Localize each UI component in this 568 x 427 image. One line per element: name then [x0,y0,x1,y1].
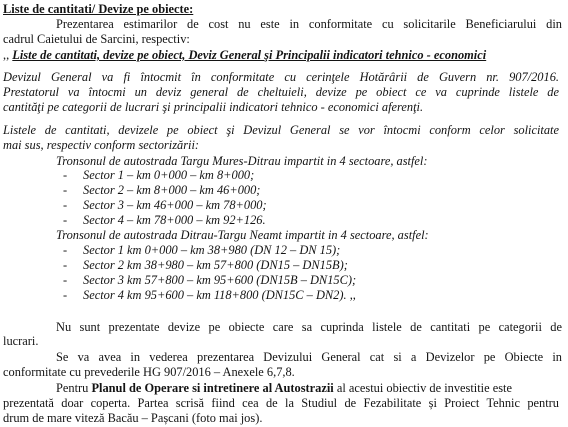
quote-paragraph-2-line-1: Listele de cantitati, devizele pe obiect şi Devizul General se vor întocmi conform celor solicitate [3,123,559,137]
dash-bullet: - [63,168,68,182]
sector-text: Sector 2 – km 8+000 – km 46+000; [83,183,261,197]
sector-text: Sector 2 km 38+980 – km 57+800 (DN15 – DN15B); [83,258,348,272]
tronson-2-title: Tronsonul de autostrada Ditrau-Targu Neamt impartit in 4 sectoare, astfel: [56,228,429,242]
list-item [63,183,260,197]
sector-text: Sector 3 km 57+800 – km 95+600 (DN15B – DN15C); [83,273,357,287]
quoted-heading-text: Liste de cantitati, devize pe obiect, Deviz General şi Principalii indicatori tehnico - economici [12,48,487,62]
sector-text: Sector 1 – km 0+000 – km 8+000; [83,168,255,182]
list-item [63,243,340,257]
quote-paragraph-2-line-2: mai sus, respectiv conform sectorizării: [3,138,200,152]
paragraph-5-tail: al acestui obiectiv de investitie este [333,381,512,395]
paragraph-4-line-2: conformitate cu prevederile HG 907/2016 – Anexele 6,7,8. [3,365,295,379]
dash-bullet: - [63,183,68,197]
paragraph-4-line-1: Se va avea in vederea prezentarea Devizului General cat si a Devizelor pe Obiecte in [56,350,562,364]
quote-paragraph-1-line-3: cantităţi pe categorii de lucrari şi principalii indicatori tehnico - economici aferenţi. [3,100,424,114]
quote-paragraph-1-line-1: Devizul General va fi întocmit în conformitate cu cerinţele Hotărârii de Guvern nr. 907/2016. [3,70,559,84]
paragraph-3-line-1: Nu sunt prezentate devize pe obiecte care sa cuprinda listele de cantitati pe categorii de [56,320,562,334]
sector-text: Sector 1 km 0+000 – km 38+980 (DN 12 – DN 15); [83,243,341,257]
tronson-1-title: Tronsonul de autostrada Targu Mures-Ditrau impartit in 4 sectoare, astfel: [56,154,428,168]
list-item [63,273,356,287]
list-item [63,288,356,302]
list-item [63,198,267,212]
quoted-requirement-heading [3,48,486,62]
dash-bullet: - [63,213,68,227]
paragraph-5-line-1 [56,381,512,395]
dash-bullet: - [63,273,68,287]
list-item [63,258,348,272]
dash-bullet: - [63,258,68,272]
paragraph-5-line-2: prezentată doar coperta. Partea scrisă fiind cea de la Studiul de Fezabilitate și Proiect Tehnic pentru [3,396,559,410]
paragraph-5-line-3: drum de mare viteză Bacău – Pașcani (foto mai jos). [3,411,263,425]
paragraph-1-line-2: cadrul Caietului de Sarcini, respectiv: [3,32,190,46]
list-item [63,213,266,227]
dash-bullet: - [63,243,68,257]
section-heading: Liste de cantitati/ Devize pe obiecte: [3,2,194,16]
list-item [63,168,254,182]
paragraph-3-line-2: lucrari. [3,334,39,348]
dash-bullet: - [63,288,68,302]
operating-plan-title: Planul de Operare si intretinere al Autostrazii [91,381,334,395]
sector-text: Sector 4 – km 78+000 – km 92+126. [83,213,266,227]
paragraph-1-line-1: Prezentarea estimarilor de cost nu este in conformitate cu solicitarile Beneficiarului din [56,17,562,31]
sector-text: Sector 4 km 95+600 – km 118+800 (DN15C – DN2). ,, [83,288,356,302]
sector-text: Sector 3 – km 46+000 – km 78+000; [83,198,267,212]
opening-quote: ,, [3,48,13,62]
paragraph-5-lead: Pentru [56,381,92,395]
quote-paragraph-1-line-2: Prestatorul va întocmi un deviz general de cheltuieli, devize pe obiect ce va cuprinde listele de [3,85,559,99]
dash-bullet: - [63,198,68,212]
